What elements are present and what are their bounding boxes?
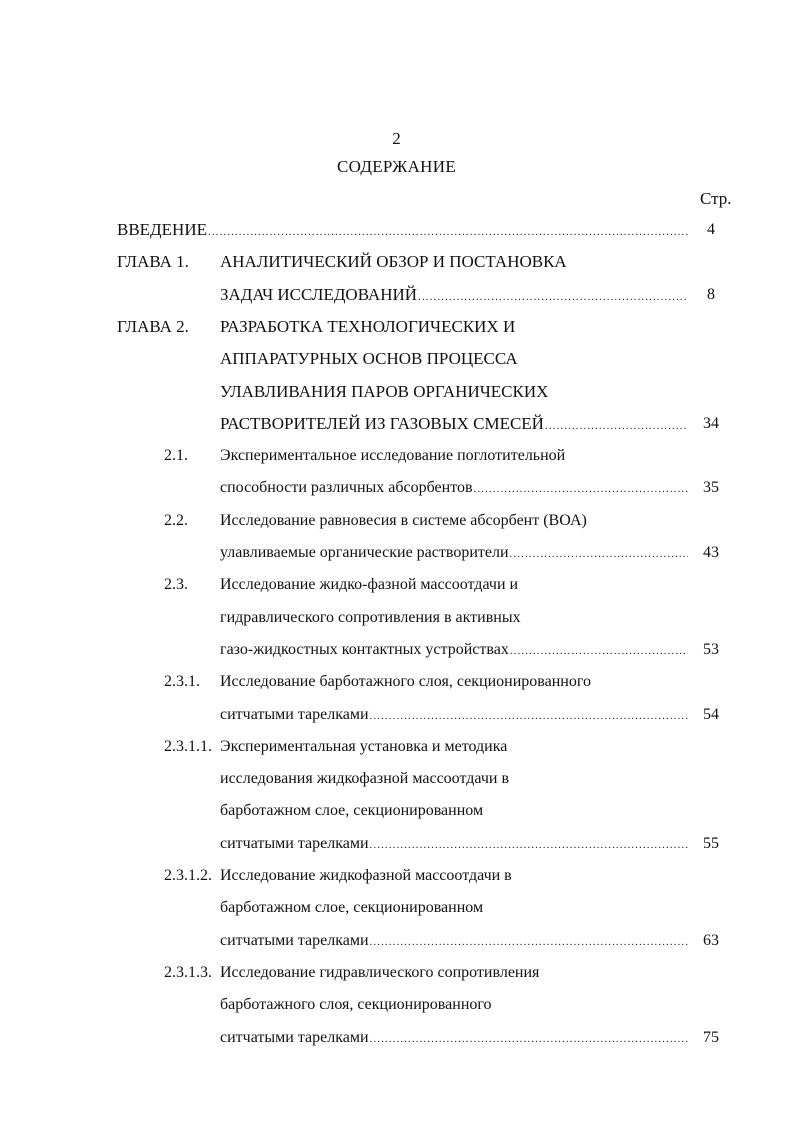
toc-entry-page: 4 bbox=[707, 221, 715, 238]
toc-entry-line bbox=[220, 1026, 688, 1050]
toc-entry-page: 55 bbox=[703, 834, 719, 852]
toc-entry-line bbox=[220, 638, 688, 662]
toc-entry-line bbox=[220, 961, 539, 985]
toc-entry-line bbox=[220, 832, 688, 856]
toc-entry-page: 54 bbox=[703, 705, 719, 723]
toc-entry-line bbox=[220, 250, 567, 274]
toc-entry-number: 2.3.1.2. bbox=[164, 867, 212, 884]
toc-entry-line bbox=[220, 864, 512, 888]
toc-entry-text: ситчатыми тарелками bbox=[220, 1028, 369, 1046]
toc-entry-text: Исследование жидкофазной массоотдачи в bbox=[220, 867, 512, 884]
toc-entry-line bbox=[220, 767, 509, 791]
toc-entry-page: 43 bbox=[703, 544, 719, 561]
toc-entry-page: 34 bbox=[703, 414, 719, 432]
toc-entry-number: 2.1. bbox=[164, 447, 188, 465]
toc-entry-page: 63 bbox=[703, 931, 719, 949]
toc-entry-line bbox=[220, 412, 688, 436]
toc-entry-number: 2.3.1.1. bbox=[164, 737, 212, 755]
toc-entry-line bbox=[220, 541, 688, 565]
dot-leader bbox=[510, 639, 688, 663]
toc-entry-line bbox=[117, 218, 688, 242]
toc-entry-text: Исследование гидравлического сопротивления bbox=[220, 963, 540, 981]
toc-entry-text: Экспериментальное исследование поглотительной bbox=[220, 447, 566, 465]
toc-entry-text: Исследование жидко-фазной массоотдачи и bbox=[220, 576, 519, 594]
toc-entry-text: РАЗРАБОТКА ТЕХНОЛОГИЧЕСКИХ И bbox=[220, 316, 516, 336]
toc-entry-text: барботажного слоя, секционированного bbox=[220, 996, 492, 1014]
toc-entry-text: АНАЛИТИЧЕСКИЙ ОБЗОР И ПОСТАНОВКА bbox=[220, 252, 567, 272]
toc-entry-text: ситчатыми тарелками bbox=[220, 705, 369, 723]
toc-entry-number: 2.3.1.3. bbox=[164, 963, 212, 981]
toc-entry-text: Исследование барботажного слоя, секционированного bbox=[220, 673, 591, 691]
toc-entry-number: 2.3.1. bbox=[164, 673, 200, 691]
toc-entry-text: газо-жидкостных контактных устройствах bbox=[220, 640, 509, 658]
page-title: СОДЕРЖАНИЕ bbox=[336, 157, 457, 176]
dot-leader bbox=[545, 414, 688, 438]
toc-entry-number: ГЛАВА 1. bbox=[117, 252, 189, 272]
toc-entry-number: 2.2. bbox=[164, 511, 188, 529]
toc-entry-text: улавливаемые органические растворители bbox=[220, 544, 509, 561]
toc-entry-line bbox=[220, 347, 518, 371]
toc-entry-text: гидравлического сопротивления в активных bbox=[220, 608, 521, 626]
dot-leader bbox=[208, 220, 688, 244]
toc-entry-line bbox=[220, 735, 507, 759]
page-number: 2 bbox=[392, 129, 401, 148]
dot-leader bbox=[370, 1027, 688, 1051]
toc-entry-page: 53 bbox=[703, 640, 719, 658]
toc-entry-line bbox=[220, 476, 688, 500]
toc-entry-line bbox=[220, 380, 548, 404]
toc-entry-text: ВВЕДЕНИЕ bbox=[117, 220, 207, 239]
toc-entry-text: барботажном слое, секционированном bbox=[220, 899, 484, 917]
toc-entry-line bbox=[220, 703, 688, 727]
toc-entry-text: ситчатыми тарелками bbox=[220, 931, 369, 949]
toc-entry-text: ситчатыми тарелками bbox=[220, 834, 369, 852]
dot-leader bbox=[474, 477, 688, 501]
toc-entry-text: Исследование равновесия в системе абсорбент (ВОА) bbox=[220, 511, 587, 529]
toc-entry-text: исследования жидкофазной массоотдачи в bbox=[220, 770, 509, 788]
toc-entry-text: УЛАВЛИВАНИЯ ПАРОВ ОРГАНИЧЕСКИХ bbox=[220, 381, 549, 401]
dot-leader bbox=[510, 542, 688, 566]
dot-leader bbox=[370, 930, 688, 954]
dot-leader bbox=[370, 833, 688, 857]
toc-entry-line bbox=[220, 573, 518, 597]
toc-entry-line bbox=[220, 993, 492, 1017]
toc-entry-page: 35 bbox=[703, 479, 719, 497]
toc-entry-text: РАСТВОРИТЕЛЕЙ ИЗ ГАЗОВЫХ СМЕСЕЙ bbox=[220, 413, 544, 433]
toc-entry-text: АППАРАТУРНЫХ ОСНОВ ПРОЦЕССА bbox=[220, 349, 518, 369]
toc-entry-page: 75 bbox=[703, 1028, 719, 1046]
toc-entry-page: 8 bbox=[707, 285, 715, 303]
toc-entry-number: ГЛАВА 2. bbox=[117, 316, 189, 336]
toc-entry-line bbox=[220, 315, 515, 339]
toc-entry-line bbox=[220, 444, 565, 468]
toc-entry-line bbox=[220, 283, 688, 307]
dot-leader bbox=[370, 704, 688, 728]
toc-entry-line bbox=[220, 799, 483, 823]
toc-entry-text: ЗАДАЧ ИССЛЕДОВАНИЙ bbox=[220, 284, 418, 304]
toc-entry-text: Экспериментальная установка и методика bbox=[220, 737, 508, 755]
dot-leader bbox=[418, 285, 688, 309]
toc-entry-number: 2.3. bbox=[164, 576, 188, 594]
toc-entry-line bbox=[220, 509, 587, 533]
toc-entry-line bbox=[220, 896, 483, 920]
toc-entry-line bbox=[220, 929, 688, 953]
toc-entry-line bbox=[220, 670, 591, 694]
page-column-label: Стр. bbox=[700, 189, 732, 208]
toc-entry-line bbox=[220, 606, 521, 630]
toc-entry-text: способности различных абсорбентов bbox=[220, 479, 473, 497]
toc-entry-text: барботажном слое, секционированном bbox=[220, 802, 484, 820]
